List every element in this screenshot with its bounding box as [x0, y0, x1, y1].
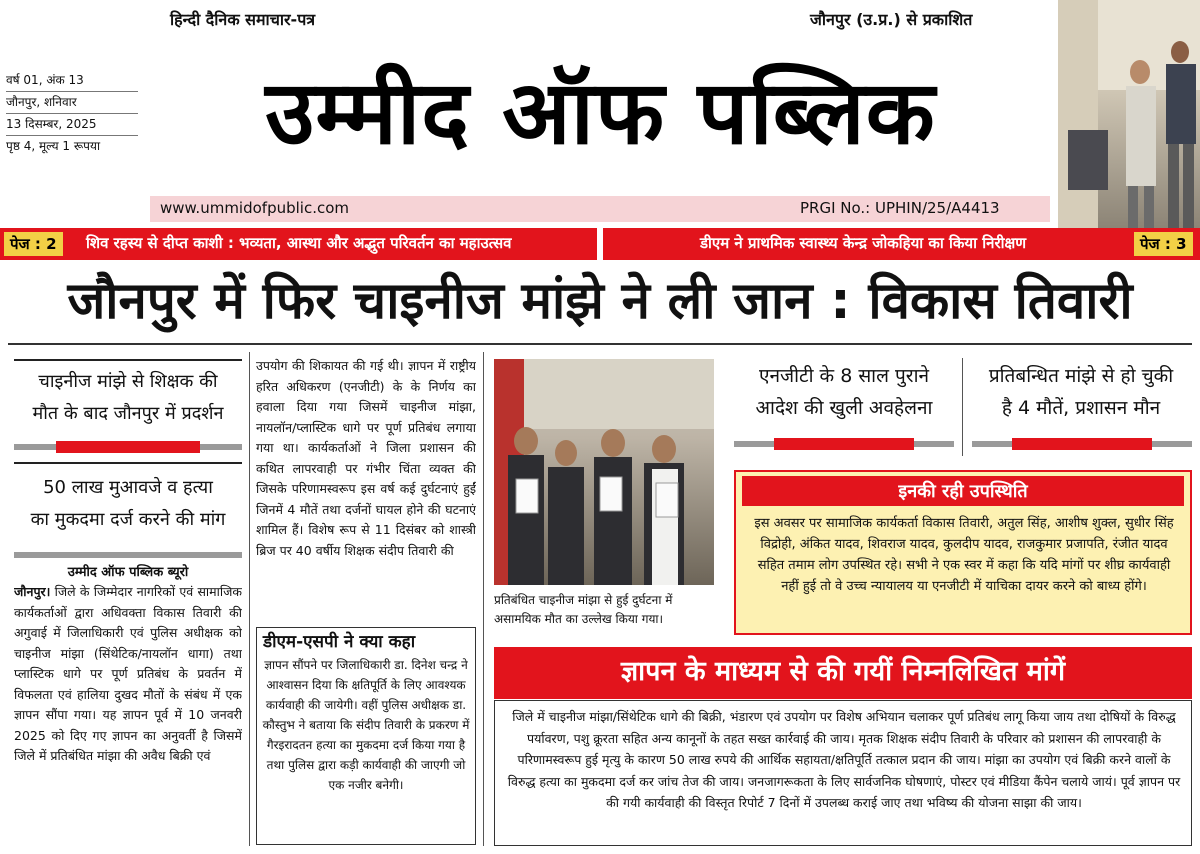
demands-body: जिले में चाइनीज मांझा/सिंथेटिक धागे की बिक्री, भंडारण एवं उपयोग पर विशेष अभियान चलाकर पूर्ण प्रतिबंध लागू किया जाय तथा दोषियों के विरुद्ध पर्यावरण, पशु क्रूरता सहित अन्य कानूनों के तहत सख्त कार्रवाई की जाय। मृतक शिक्षक संदीप तिवारी के परिवार को प्रशासन की लापरवाही के परिणामस्वरूप हुई मृत्यु के कारण 50 लाख रुपये की आर्थिक सहायता/क्षतिपूर्ति तत्काल प्रदान की जाय। मांझा का उपयोग एवं बिक्री करने वालों के विरुद्ध हत्या का मुकदमा दर्ज कर जांच तेज की जाय। जनजागरूकता के लिए सार्वजनिक घोषणाएं, पोस्टर एवं मीडिया कैंपेन चलाये जायं। पूर्व ज्ञापन पर की गयी कार्यवाही की विस्तृत रिपोर्ट 7 दिनों में उपलब्ध कराई जाए तथा भविष्य की योजना साझा की जाय।: [507, 709, 1181, 810]
subhead-ngt: [734, 360, 954, 424]
rule-gray-bottom: [14, 552, 242, 558]
left-body-text: जिले के जिम्मेदार नागरिकों एवं सामाजिक कार्यकर्ताओं द्वारा अधिवक्ता विकास तिवारी की अगुवाई में जिलाधिकारी एवं पुलिस अधीक्षक को चाइनीज मांझा (सिंथेटिक/नायलॉन धागा) तथा प्लास्टिक धागे पर पूर्ण प्रतिबंध के प्रवर्तन में विफलता एवं हालिया दुखद मौतों के संबंध में एक ज्ञापन सौंपा गया। यह ज्ञापन पूर्व में 10 जनवरी 2025 को दिए गए ज्ञापन का अनुवर्ती है जिसमें जिले में प्रतिबंधित मांझा की अवैध बिक्री एवं: [14, 584, 242, 763]
newspaper-tagline: हिन्दी दैनिक समाचार-पत्र: [170, 10, 316, 29]
rule-gray-ngt-right: [914, 441, 954, 447]
subhead-ngt-line1: एनजीटी के 8 साल पुराने: [758, 365, 930, 387]
subhead-deaths: [970, 360, 1192, 424]
rule-gray-left: [14, 444, 56, 450]
headline-rule: [8, 343, 1192, 345]
issue-number: वर्ष 01, अंक 13: [6, 70, 138, 92]
left-body: [14, 582, 242, 848]
attendance-title: इनकी रही उपस्थिति: [898, 481, 1028, 502]
dm-sp-box-body: ज्ञापन सौंपने पर जिलाधिकारी डा. दिनेश चन्द्र ने आश्वासन दिया कि क्षतिपूर्ति के लिए आवश्यक कार्यवाही की जायेगी। वहीं पुलिस अधीक्षक डा. कौस्तुभ ने बताया कि संदीप तिवारी के प्रकरण में गैरइरादतन हत्या का मुकदमा दर्ज किया गया है तथा पुलिस द्वारा कड़ी कार्यवाही की जाएगी जो एक नजीर बनेगी।: [262, 658, 470, 792]
prgi-number: PRGI No.: UPHIN/25/A4413: [800, 199, 1000, 217]
publication-place: जौनपुर (उ.प्र.) से प्रकाशित: [810, 10, 973, 29]
left-top-rule: [14, 359, 242, 361]
newspaper-title: उम्मीद ऑफ पब्लिक: [265, 61, 936, 164]
demands-title: ज्ञापन के माध्यम से की गयीं निम्नलिखित मांगें: [620, 656, 1066, 687]
middle-body: उपयोग की शिकायत की गई थी। ज्ञापन में राष्ट्रीय हरित अधिकरण (एनजीटी) के के निर्णय का हवाला दिया गया जिसमें चाइनीज मांझा, नायलॉन/प्लास्टिक धागे पर पूर्ण प्रतिबंध लगाया गया था। कार्यकर्ताओं ने जिला प्रशासन की कथित लापरवाही पर गंभीर चिंता व्यक्त की जिसके परिणामस्वरूप इस वर्ष कई दुर्घटनाएं हुईं जिनमें 4 मौतें तथा दर्जनों घायल होने की घटनाएं शामिल हैं। विशेष रूप से 11 दिसंबर को शास्त्री ब्रिज पर 40 वर्षीय शिक्षक संदीप तिवारी की: [256, 358, 476, 558]
subhead-ngt-line2: आदेश की खुली अवहेलना: [755, 397, 933, 419]
rule-gray-right: [200, 444, 242, 450]
issue-meta: [6, 70, 138, 157]
subhead-protest-line2: मौत के बाद जौनपुर में प्रदर्शन: [32, 403, 224, 424]
right-heads-divider: [962, 358, 963, 456]
subhead-protest-line1: चाइनीज मांझे से शिक्षक की: [38, 371, 218, 392]
website-url[interactable]: www.ummidofpublic.com: [160, 199, 350, 217]
left-mid-rule: [14, 462, 242, 464]
photo-caption: प्रतिबंधित चाइनीज मांझा से हुई दुर्घटना में असामयिक मौत का उल्लेख किया गया।: [494, 593, 673, 626]
dateline: जौनपुर।: [14, 584, 51, 599]
memorandum-photo: [494, 359, 714, 585]
rule-gray-deaths-left: [972, 441, 1012, 447]
column-rule-2: [483, 352, 484, 846]
subhead-compensation-line1: 50 लाख मुआवजे व हत्या: [43, 477, 213, 498]
subhead-compensation: [14, 472, 242, 536]
attendance-body: इस अवसर पर सामाजिक कार्यकर्ता विकास तिवारी, अतुल सिंह, आशीष शुक्ल, सुधीर सिंह विद्रोही, अंकित यादव, शिवराज यादव, कुलदीप यादव, राजकुमार प्रजापति, रंजीत यादव सहित तमाम लोग उपस्थित रहे। सभी ने एक स्वर में कहा कि यदि मांगों पर शीघ्र कार्यवाही नहीं हुई तो वे उच्च न्यायालय या एनजीटी में याचिका दायर करने को बाध्य होंगे।: [754, 516, 1174, 594]
page-2-tag[interactable]: पेज : 2: [4, 232, 63, 256]
rule-red-deaths: [1012, 438, 1152, 450]
teaser-divider: [597, 228, 603, 260]
rule-red: [56, 441, 200, 453]
subhead-protest: [14, 366, 242, 430]
masthead-photo-illustration: [1058, 0, 1200, 228]
memorandum-photo-illustration: [494, 359, 714, 585]
pages-price: पृष्ठ 4, मूल्य 1 रूपया: [6, 139, 101, 153]
rule-red-ngt: [774, 438, 914, 450]
teaser-left[interactable]: शिव रहस्य से दीप्त काशी : भव्यता, आस्था और अद्भुत परिवर्तन का महाउत्सव: [86, 234, 512, 252]
rule-gray-deaths-right: [1152, 441, 1192, 447]
main-headline: जौनपुर में फिर चाइनीज मांझे ने ली जान : विकास तिवारी: [67, 272, 1133, 331]
rule-gray-ngt-left: [734, 441, 774, 447]
masthead-photo: [1058, 0, 1200, 228]
column-rule-1: [249, 352, 250, 846]
subhead-deaths-line2: है 4 मौतें, प्रशासन मौन: [1001, 397, 1161, 419]
issue-date: 13 दिसम्बर, 2025: [6, 114, 138, 136]
teaser-right[interactable]: डीएम ने प्राथमिक स्वास्थ्य केन्द्र जोकहिया का किया निरीक्षण: [700, 234, 1027, 252]
page-3-tag[interactable]: पेज : 3: [1134, 232, 1193, 256]
dm-sp-box-title: डीएम-एसपी ने क्या कहा: [263, 632, 416, 652]
place-day: जौनपुर, शनिवार: [6, 92, 138, 114]
subhead-compensation-line2: का मुकदमा दर्ज करने की मांग: [30, 509, 226, 530]
bureau-credit: उम्मीद ऑफ पब्लिक ब्यूरो: [67, 565, 189, 580]
subhead-deaths-line1: प्रतिबन्धित मांझे से हो चुकी: [988, 365, 1174, 387]
